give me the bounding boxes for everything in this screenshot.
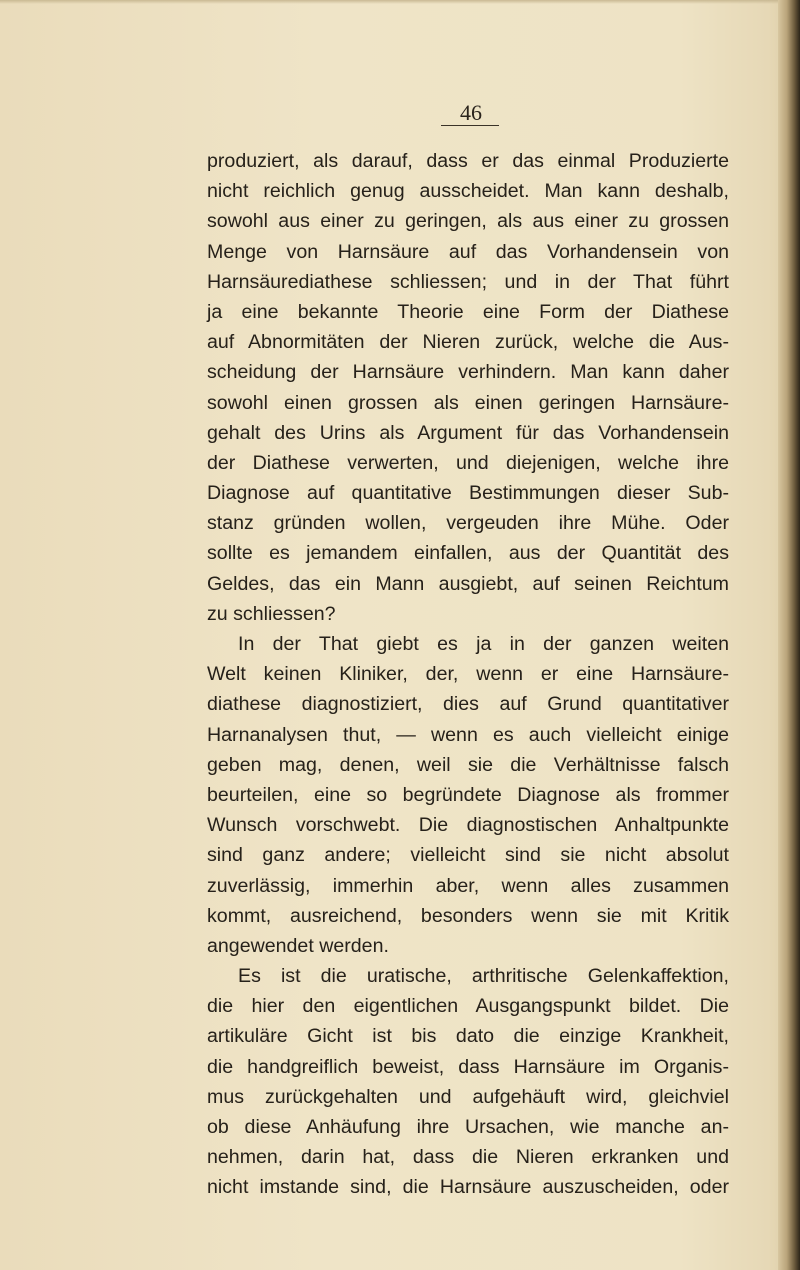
text-line: In der That giebt es ja in der ganzen weiten [238,633,729,655]
text-line: sowohl aus einer zu geringen, als aus einer zu grossen [207,210,729,233]
book-binding-edge [778,0,800,1270]
text-line: angewendet werden. [207,934,389,957]
body-text [207,146,729,1203]
text-line: Harnsäurediathese schliessen; und in der That führt [207,270,729,293]
text-line: mus zurückgehalten und aufgehäuft wird, gleichviel [207,1085,729,1108]
text-line: scheidung der Harnsäure verhindern. Man kann daher [207,361,729,384]
text-line: Geldes, das ein Mann ausgiebt, auf seinen Reichtum [207,572,729,595]
text-line: stanz gründen wollen, vergeuden ihre Mühe. Oder [207,512,729,535]
page-number: 46 [460,100,482,125]
text-line: Wunsch vorschwebt. Die diagnostischen Anhaltpunkte [207,814,729,837]
text-line: geben mag, denen, weil sie die Verhältnisse falsch [207,753,729,776]
text-line: auf Abnormitäten der Nieren zurück, welche die Aus- [207,331,729,354]
text-line: Diagnose auf quantitative Bestimmungen dieser Sub- [207,482,729,505]
text-line: Welt keinen Kliniker, der, wenn er eine Harnsäure- [207,663,729,686]
text-line: zuverlässig, immerhin aber, wenn alles zusammen [207,874,729,897]
page-top-edge [0,0,800,4]
text-line: die handgreiflich beweist, dass Harnsäure im Organis- [207,1055,729,1078]
text-line: zu schliessen? [207,602,336,625]
text-line: nehmen, darin hat, dass die Nieren erkranken und [207,1146,729,1169]
text-line: produziert, als darauf, dass er das einmal Produzierte [207,150,729,172]
text-line: Harnanalysen thut, — wenn es auch vielleicht einige [207,723,729,746]
text-line: artikuläre Gicht ist bis dato die einzige Krankheit, [207,1025,729,1048]
text-line: gehalt des Urins als Argument für das Vorhandensein [207,421,729,444]
text-line: Menge von Harnsäure auf das Vorhandensein von [207,240,729,263]
text-line: die hier den eigentlichen Ausgangspunkt bildet. Die [207,995,729,1018]
text-line: nicht imstande sind, die Harnsäure auszuscheiden, oder [207,1176,729,1199]
text-line: sind ganz andere; vielleicht sind sie nicht absolut [207,844,729,867]
text-line: nicht reichlich genug ausscheidet. Man kann deshalb, [207,180,729,203]
text-line: Es ist die uratische, arthritische Gelenkaffektion, [238,965,729,988]
text-line: diathese diagnostiziert, dies auf Grund quantitativer [207,693,729,716]
text-line: der Diathese verwerten, und diejenigen, welche ihre [207,451,729,474]
page-number-underline [441,125,499,126]
text-line: sollte es jemandem einfallen, aus der Quantität des [207,542,729,565]
text-line: beurteilen, eine so begründete Diagnose als frommer [207,783,729,806]
text-line: sowohl einen grossen als einen geringen Harnsäure- [207,391,729,414]
text-line: ja eine bekannte Theorie eine Form der Diathese [207,300,729,323]
text-line: kommt, ausreichend, besonders wenn sie mit Kritik [207,904,729,927]
text-line: ob diese Anhäufung ihre Ursachen, wie manche an- [207,1116,729,1138]
